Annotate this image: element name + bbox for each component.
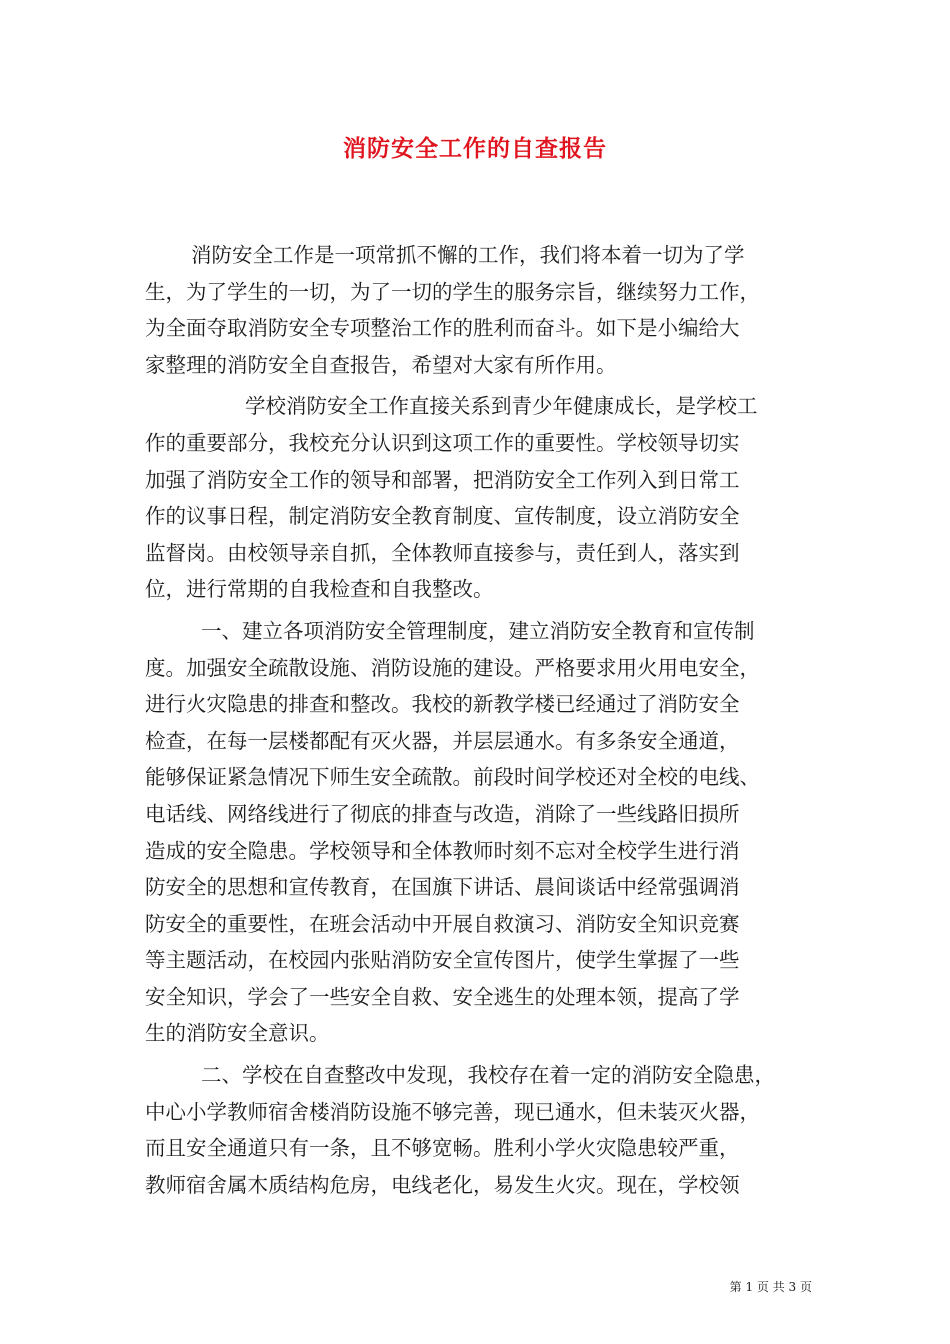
paragraph-line: 等主题活动，在校园内张贴消防安全宣传图片，使学生掌握了一些 <box>145 948 740 973</box>
paragraph-line: 一、建立各项消防安全管理制度，建立消防安全教育和宣传制 <box>201 618 755 643</box>
paragraph-line: 监督岗。由校领导亲自抓，全体教师直接参与，责任到人，落实到 <box>145 540 740 565</box>
document-body <box>145 237 805 1203</box>
paragraph-line: 安全知识，学会了一些安全自救、安全逃生的处理本领，提高了学 <box>145 984 740 1009</box>
paragraph-line: 生的消防安全意识。 <box>145 1021 330 1046</box>
paragraph-line: 而且安全通道只有一条，且不够宽畅。胜利小学火灾隐患较严重， <box>145 1136 740 1161</box>
paragraph-line: 检查，在每一层楼都配有灭火器，并层层通水。有多条安全通道， <box>145 728 740 753</box>
paragraph-line: 作的议事日程，制定消防安全教育制度、宣传制度，设立消防安全 <box>145 504 740 529</box>
paragraph-line: 进行火灾隐患的排查和整改。我校的新教学楼已经通过了消防安全 <box>145 692 740 717</box>
paragraph-line: 教师宿舍属木质结构危房，电线老化，易发生火灾。现在，学校领 <box>145 1172 740 1197</box>
paragraph-line: 度。加强安全疏散设施、消防设施的建设。严格要求用火用电安全， <box>145 655 760 680</box>
document-title: 消防安全工作的自查报告 <box>343 135 607 162</box>
paragraph-line: 加强了消防安全工作的领导和部署，把消防安全工作列入到日常工 <box>145 467 740 492</box>
paragraph-line: 造成的安全隐患。学校领导和全体教师时刻不忘对全校学生进行消 <box>145 838 740 863</box>
paragraph-line: 防安全的重要性，在班会活动中开展自救演习、消防安全知识竞赛 <box>145 911 740 936</box>
paragraph-line: 作的重要部分，我校充分认识到这项工作的重要性。学校领导切实 <box>145 430 740 455</box>
page-number-footer: 第 1 页 共 3 页 <box>729 1280 812 1294</box>
paragraph-line: 为全面夺取消防安全专项整治工作的胜利而奋斗。如下是小编给大 <box>145 316 740 341</box>
paragraph-line: 位，进行常期的自我检查和自我整改。 <box>145 577 494 602</box>
paragraph-line: 生，为了学生的一切，为了一切的学生的服务宗旨，继续努力工作， <box>145 279 760 304</box>
paragraph-line: 二、学校在自查整改中发现，我校存在着一定的消防安全隐患， <box>201 1063 775 1088</box>
paragraph-line: 中心小学教师宿舍楼消防设施不够完善，现已通水，但未装灭火器， <box>145 1099 760 1124</box>
paragraph-line: 防安全的思想和宣传教育，在国旗下讲话、晨间谈话中经常强调消 <box>145 875 740 900</box>
paragraph-line: 电话线、网络线进行了彻底的排查与改造，消除了一些线路旧损所 <box>145 801 740 826</box>
paragraph-line: 消防安全工作是一项常抓不懈的工作，我们将本着一切为了学 <box>191 243 745 267</box>
paragraph-line: 家整理的消防安全自查报告，希望对大家有所作用。 <box>145 352 617 377</box>
paragraph-line: 能够保证紧急情况下师生安全疏散。前段时间学校还对全校的电线、 <box>145 765 760 790</box>
paragraph-line: 学校消防安全工作直接关系到青少年健康成长，是学校工 <box>245 394 758 419</box>
